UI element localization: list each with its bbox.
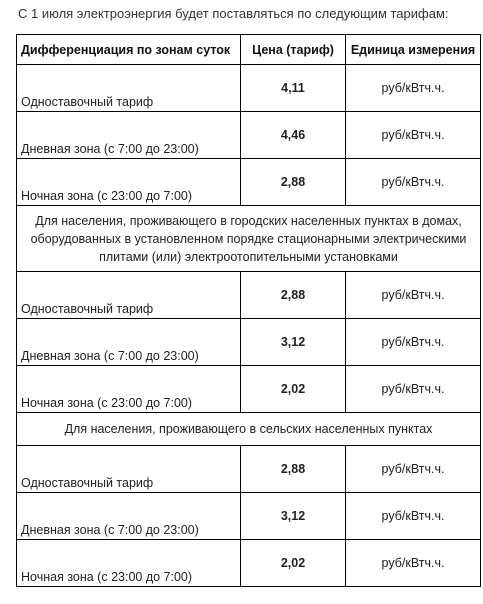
price-cell: 2,02 <box>241 540 346 587</box>
zone-cell: Ночная зона (с 23:00 до 7:00) <box>17 159 241 206</box>
section-row-rural <box>17 413 481 446</box>
unit-cell: руб/кВтч.ч. <box>346 366 481 413</box>
price-cell: 3,12 <box>241 493 346 540</box>
unit-cell: руб/кВтч.ч. <box>346 446 481 493</box>
table-row <box>17 493 481 540</box>
zone-cell: Ночная зона (с 23:00 до 7:00) <box>17 366 241 413</box>
unit-cell: руб/кВтч.ч. <box>346 159 481 206</box>
header-price: Цена (тариф) <box>241 35 346 65</box>
intro-text: С 1 июля электроэнергия будет поставляться по следующим тарифам: <box>18 6 449 21</box>
header-unit: Единица измерения <box>346 35 481 65</box>
unit-cell: руб/кВтч.ч. <box>346 65 481 112</box>
price-cell: 3,12 <box>241 319 346 366</box>
table-row <box>17 319 481 366</box>
price-cell: 4,46 <box>241 112 346 159</box>
table-row <box>17 272 481 319</box>
unit-cell: руб/кВтч.ч. <box>346 540 481 587</box>
section-heading: Для населения, проживающего в городских населенных пунктах в домах, оборудованных в установленном порядке стационарными электрическими плитами (или) электроотопительными установками <box>17 206 481 272</box>
zone-cell: Одноставочный тариф <box>17 65 241 112</box>
table-row <box>17 366 481 413</box>
section-heading: Для населения, проживающего в сельских населенных пунктах <box>17 413 481 446</box>
zone-cell: Дневная зона (с 7:00 до 23:00) <box>17 319 241 366</box>
unit-cell: руб/кВтч.ч. <box>346 272 481 319</box>
section-row-urban <box>17 206 481 272</box>
zone-cell: Дневная зона (с 7:00 до 23:00) <box>17 112 241 159</box>
unit-cell: руб/кВтч.ч. <box>346 112 481 159</box>
price-cell: 2,02 <box>241 366 346 413</box>
table-row <box>17 446 481 493</box>
price-cell: 2,88 <box>241 446 346 493</box>
table-row <box>17 112 481 159</box>
zone-cell: Ночная зона (с 23:00 до 7:00) <box>17 540 241 587</box>
table-header-row <box>17 35 481 65</box>
table-row <box>17 65 481 112</box>
zone-cell: Дневная зона (с 7:00 до 23:00) <box>17 493 241 540</box>
price-cell: 4,11 <box>241 65 346 112</box>
header-zone: Дифференциация по зонам суток <box>17 35 241 65</box>
zone-cell: Одноставочный тариф <box>17 272 241 319</box>
tariff-table <box>16 34 481 587</box>
table-row <box>17 540 481 587</box>
price-cell: 2,88 <box>241 159 346 206</box>
unit-cell: руб/кВтч.ч. <box>346 493 481 540</box>
price-cell: 2,88 <box>241 272 346 319</box>
table-row <box>17 159 481 206</box>
unit-cell: руб/кВтч.ч. <box>346 319 481 366</box>
zone-cell: Одноставочный тариф <box>17 446 241 493</box>
